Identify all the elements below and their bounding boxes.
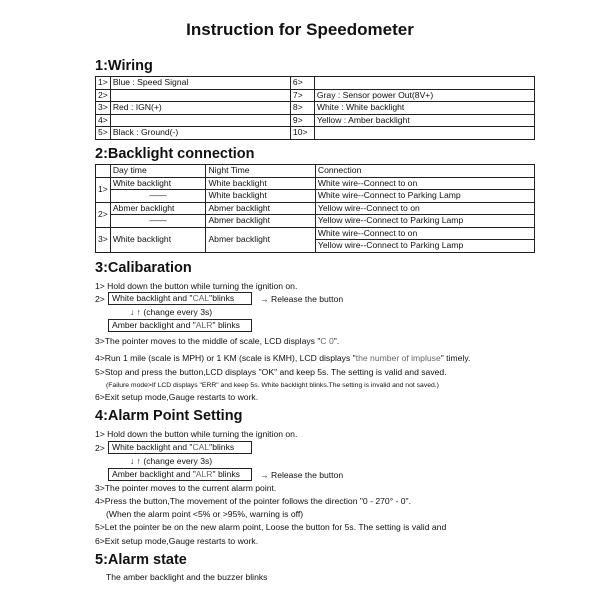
backlight-row <box>96 202 535 215</box>
calibration-step-4: 4>Run 1 mile (scale is MPH) or 1 KM (scale is KMH), LCD displays "the number of impluse" timely. <box>95 353 471 363</box>
calibration-step-6: 6>Exit setup mode,Gauge restarts to work. <box>95 392 259 402</box>
backlight-night-cell: Abmer backlight <box>206 227 315 252</box>
wiring-left-pin: 1> <box>96 77 111 90</box>
backlight-option-number: 2> <box>96 202 111 227</box>
wiring-right-function <box>314 127 534 140</box>
wiring-left-function <box>110 114 290 127</box>
backlight-column-header: Day time <box>110 165 206 178</box>
backlight-connection-cell: White wire--Connect to Parking Lamp <box>315 190 534 203</box>
wiring-left-function <box>110 89 290 102</box>
backlight-day-cell: White backlight <box>110 177 206 190</box>
wiring-left-pin: 3> <box>96 102 111 115</box>
alarm-state-text: The amber backlight and the buzzer blinks <box>106 572 268 582</box>
wiring-right-function: Gray : Sensor power Out(8V+) <box>314 89 534 102</box>
backlight-option-number: 3> <box>96 227 111 252</box>
backlight-header-row <box>96 165 535 178</box>
backlight-connection-cell: White wire--Connect to on <box>315 177 534 190</box>
backlight-night-cell: Abmer backlight <box>206 215 315 228</box>
calibration-change-note: ↓ ↑ (change every 3s) <box>130 307 213 317</box>
backlight-row <box>96 227 535 240</box>
backlight-column-header: Connection <box>315 165 534 178</box>
backlight-day-cell: White backlight <box>110 227 206 252</box>
wiring-left-pin: 2> <box>96 89 111 102</box>
backlight-table <box>95 164 535 253</box>
wiring-right-pin: 7> <box>290 89 314 102</box>
backlight-connection-cell: Yellow wire--Connect to on <box>315 202 534 215</box>
backlight-row <box>96 190 535 203</box>
backlight-option-number: 1> <box>96 177 111 202</box>
backlight-header-blank <box>96 165 111 178</box>
document-title: Instruction for Speedometer <box>186 20 414 39</box>
wiring-heading: 1:Wiring <box>95 58 153 74</box>
backlight-day-cell: —— <box>110 215 206 228</box>
backlight-row <box>96 215 535 228</box>
wiring-row <box>96 89 535 102</box>
wiring-row <box>96 114 535 127</box>
alarm-step-6: 6>Exit setup mode,Gauge restarts to work. <box>95 536 259 546</box>
alarm-step-3: 3>The pointer moves to the current alarm point. <box>95 483 277 493</box>
wiring-row <box>96 127 535 140</box>
alarm-step-5: 5>Let the pointer be on the new alarm point, Loose the button for 5s. The setting is valid and <box>95 522 447 532</box>
alarm-alr-box: Amber backlight and "ALR" blinks <box>108 468 252 481</box>
calibration-step-1: 1> Hold down the button while turning the ignition on. <box>95 281 298 291</box>
wiring-left-pin: 4> <box>96 114 111 127</box>
calibration-failure-note: (Failure mode>If LCD displays "ERR" and keep 5s. White backlight blinks.The setting is invalid and not saved.) <box>106 382 439 389</box>
alarm-step-2-number: 2> <box>95 443 105 453</box>
backlight-column-header: Night Time <box>206 165 315 178</box>
backlight-night-cell: White backlight <box>206 177 315 190</box>
backlight-connection-cell: Yellow wire--Connect to Parking Lamp <box>315 215 534 228</box>
wiring-left-function: Black : Ground(-) <box>110 127 290 140</box>
backlight-connection-cell: White wire--Connect to on <box>315 227 534 240</box>
calibration-release-note: → Release the button <box>260 294 344 304</box>
alarm-step-1: 1> Hold down the button while turning the ignition on. <box>95 429 298 439</box>
alarm-cal-box: White backlight and "CAL"blinks <box>108 441 252 454</box>
alarm-step-4-note: (When the alarm point <5% or >95%, warning is off) <box>106 509 304 519</box>
alarm-change-note: ↓ ↑ (change every 3s) <box>130 456 213 466</box>
wiring-right-pin: 6> <box>290 77 314 90</box>
alarm-release-note: → Release the button <box>260 470 344 480</box>
calibration-step-3: 3>The pointer moves to the middle of scale, LCD displays "C 0". <box>95 336 340 346</box>
wiring-right-function <box>314 77 534 90</box>
calibration-step-2-number: 2> <box>95 294 105 304</box>
alarm-step-4: 4>Press the button,The movement of the pointer follows the direction "0 - 270° - 0". <box>95 496 411 506</box>
wiring-row <box>96 77 535 90</box>
backlight-heading: 2:Backlight connection <box>95 146 255 162</box>
backlight-night-cell: White backlight <box>206 190 315 203</box>
backlight-day-cell: —— <box>110 190 206 203</box>
wiring-right-function: Yellow : Amber backlight <box>314 114 534 127</box>
wiring-row <box>96 102 535 115</box>
wiring-left-function: Red : IGN(+) <box>110 102 290 115</box>
wiring-right-pin: 8> <box>290 102 314 115</box>
calibration-heading: 3:Calibaration <box>95 260 192 276</box>
calibration-step-5: 5>Stop and press the button,LCD displays "OK" and keep 5s. The setting is valid and saved. <box>95 367 447 377</box>
backlight-day-cell: Abmer backlight <box>110 202 206 215</box>
calibration-cal-box: White backlight and "CAL"blinks <box>108 292 252 305</box>
wiring-right-function: White : White backlight <box>314 102 534 115</box>
calibration-alr-box: Amber backlight and "ALR" blinks <box>108 319 252 332</box>
wiring-right-pin: 9> <box>290 114 314 127</box>
wiring-table <box>95 76 535 140</box>
backlight-connection-cell: Yellow wire--Connect to Parking Lamp <box>315 240 534 253</box>
wiring-left-pin: 5> <box>96 127 111 140</box>
backlight-row <box>96 177 535 190</box>
wiring-left-function: Blue : Speed Signal <box>110 77 290 90</box>
backlight-night-cell: Abmer backlight <box>206 202 315 215</box>
alarm-setting-heading: 4:Alarm Point Setting <box>95 408 243 424</box>
wiring-right-pin: 10> <box>290 127 314 140</box>
alarm-state-heading: 5:Alarm state <box>95 552 187 568</box>
